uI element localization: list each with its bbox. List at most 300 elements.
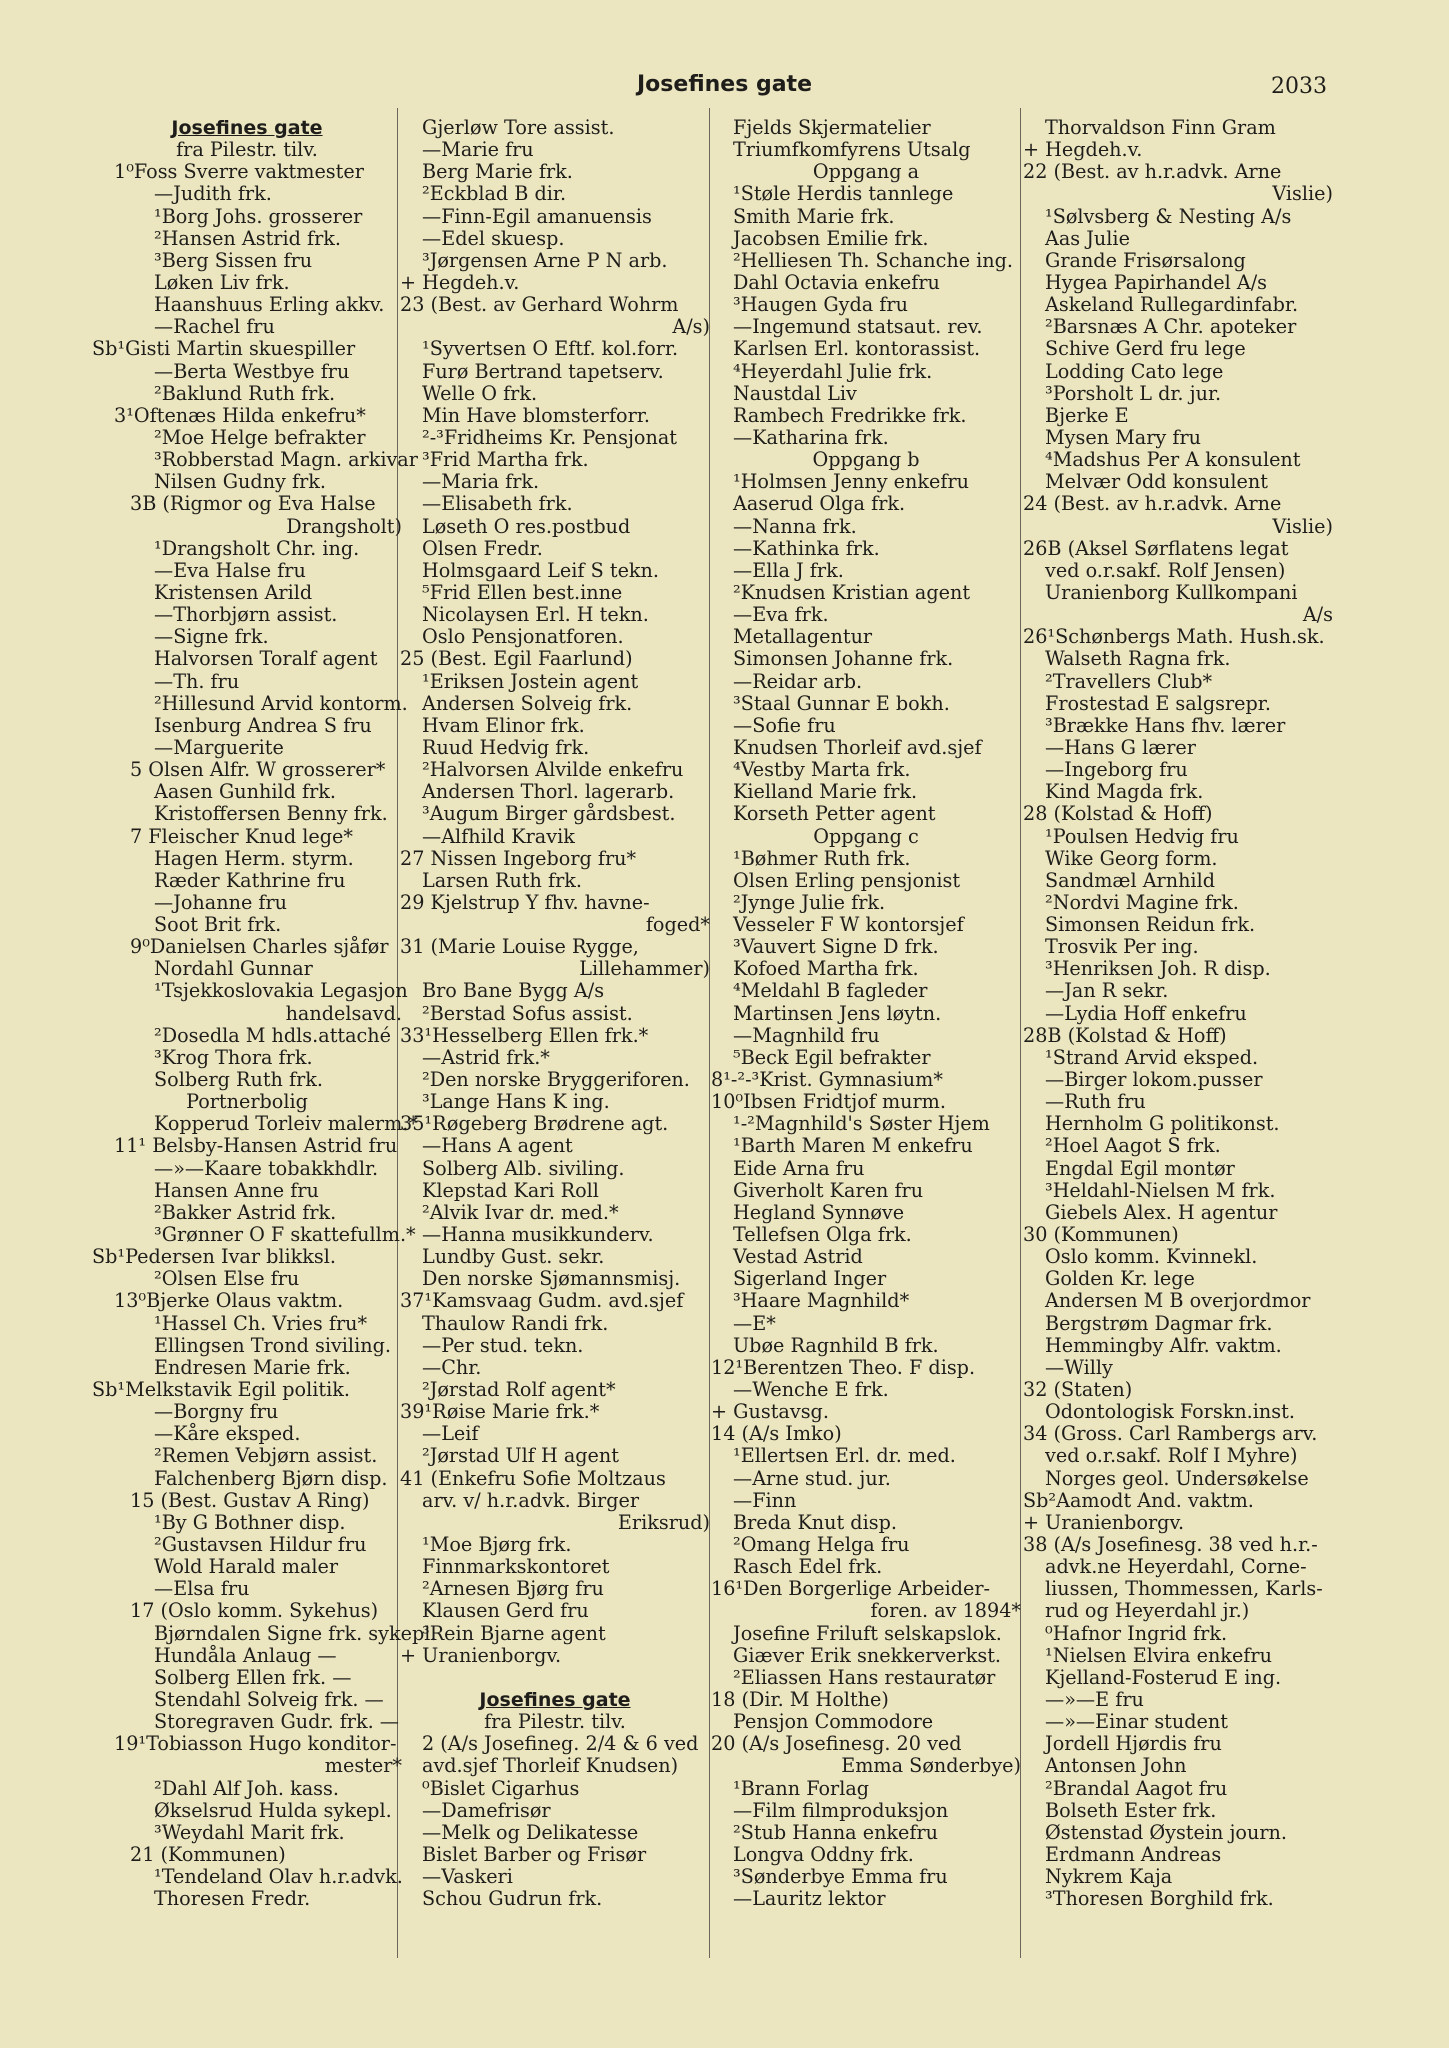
- directory-entry: Lillehammer): [579, 957, 710, 981]
- directory-entry: Hegland Synnøve: [733, 1200, 905, 1224]
- directory-entry: ²Knudsen Kristian agent: [733, 580, 971, 604]
- directory-entry: 11¹ Belsby-Hansen Astrid fru: [114, 1134, 398, 1158]
- street-heading-text: Josefines gate: [171, 117, 323, 139]
- directory-entry: ³Grønner O F skattefullm.*: [154, 1223, 416, 1247]
- directory-entry: 33¹Hesselberg Ellen frk.*: [400, 1023, 649, 1047]
- directory-entry: ¹By G Bothner disp.: [154, 1510, 346, 1534]
- directory-entry: ¹Strand Arvid eksped.: [1045, 1045, 1259, 1069]
- directory-entry: Hundåla Anlaug —: [154, 1643, 337, 1667]
- directory-entry: ³Krog Thora frk.: [154, 1045, 313, 1069]
- directory-entry: Larsen Ruth frk.: [422, 868, 582, 892]
- directory-entry: Wold Harald maler: [154, 1555, 339, 1579]
- directory-entry: Haanshuus Erling akkv.: [154, 293, 385, 317]
- directory-entry: —Hans A agent: [422, 1134, 573, 1158]
- directory-entry: ²Moe Helge befrakter: [154, 425, 366, 449]
- directory-entry: foged*: [645, 913, 710, 937]
- directory-entry: Sb²Aamodt And. vaktm.: [1023, 1488, 1254, 1512]
- directory-entry: ²Jørstad Rolf agent*: [422, 1378, 616, 1402]
- directory-entry: —Astrid frk.*: [422, 1045, 550, 1069]
- directory-entry: Jacobsen Emilie frk.: [733, 226, 929, 250]
- directory-entry: Kjelland-Fosterud E ing.: [1045, 1665, 1282, 1689]
- directory-entry: 5 Olsen Alfr. W grosserer*: [130, 758, 386, 782]
- directory-entry: —Ingeborg fru: [1045, 758, 1188, 782]
- directory-entry: 15 (Best. Gustav A Ring): [130, 1488, 370, 1512]
- directory-entry: Vislie): [1272, 514, 1333, 538]
- directory-entry: Thorvaldson Finn Gram: [1045, 116, 1276, 139]
- directory-entry: ³Sønderbye Emma fru: [733, 1865, 948, 1889]
- directory-entry: —Berta Westbye fru: [154, 359, 350, 383]
- directory-entry: ²Barsnæs A Chr. apoteker: [1045, 315, 1297, 339]
- directory-entry: Finnmarkskontoret: [422, 1555, 610, 1579]
- directory-entry: 24 (Best. av h.r.advk. Arne: [1023, 492, 1282, 516]
- page-number: 2033: [1271, 74, 1327, 99]
- directory-entry: ³Robberstad Magn. arkivar: [154, 448, 418, 472]
- directory-entry: Andersen Solveig frk.: [422, 691, 633, 715]
- directory-entry: ³Brække Hans fhv. lærer: [1045, 713, 1286, 737]
- directory-entry: Løseth O res.postbud: [422, 514, 631, 538]
- directory-entry: ⁴Meldahl B fagleder: [733, 979, 928, 1003]
- directory-entry: Falchenberg Bjørn disp.: [154, 1466, 388, 1490]
- directory-entry: —Finn-Egil amanuensis: [422, 204, 652, 228]
- directory-entry: + Uranienborgv.: [1023, 1510, 1185, 1534]
- directory-entry: 21 (Kommunen): [130, 1842, 286, 1866]
- directory-entry: —Katharina frk.: [733, 425, 889, 449]
- directory-entry: Endresen Marie frk.: [154, 1355, 351, 1379]
- directory-entry: ²Eliassen Hans restauratør: [733, 1665, 996, 1689]
- directory-entry: ²-³Fridheims Kr. Pensjonat: [422, 425, 677, 449]
- directory-entry: Giæver Erik snekkerverkst.: [733, 1643, 1001, 1667]
- directory-entry: ³Rein Bjarne agent: [422, 1621, 606, 1645]
- directory-entry: Ræder Kathrine fru: [154, 868, 346, 892]
- directory-entry: Den norske Sjømannsmisj.: [422, 1267, 681, 1291]
- directory-entry: Giebels Alex. H agentur: [1045, 1200, 1278, 1224]
- directory-entry: Walseth Ragna frk.: [1045, 647, 1231, 671]
- directory-entry: —Lydia Hoff enkefru: [1045, 1001, 1247, 1025]
- directory-entry: ²Dosedla M hdls.attaché: [154, 1023, 392, 1047]
- directory-entry: Simonsen Reidun frk.: [1045, 913, 1256, 937]
- directory-entry: Solberg Ruth frk.: [154, 1068, 323, 1092]
- directory-entry: 39¹Røise Marie frk.*: [400, 1400, 600, 1424]
- directory-entry: ¹Drangsholt Chr. ing.: [154, 536, 360, 560]
- directory-entry: Lundby Gust. sekr.: [422, 1245, 605, 1269]
- directory-entry: 22 (Best. av h.r.advk. Arne: [1023, 160, 1282, 184]
- directory-entry: Klepstad Kari Roll: [422, 1178, 599, 1202]
- directory-entry: Vislie): [1272, 182, 1333, 206]
- directory-entry: ¹Moe Bjørg frk.: [422, 1533, 572, 1556]
- directory-entry: Andersen M B overjordmor: [1045, 1289, 1311, 1313]
- directory-entry: Furø Bertrand tapetserv.: [422, 359, 664, 383]
- directory-entry: Knudsen Thorleif avd.sjef: [733, 735, 982, 759]
- directory-entry: Bjerke E: [1045, 403, 1129, 427]
- directory-entry: 9⁰Danielsen Charles sjåfør: [130, 935, 389, 959]
- directory-entry: Mysen Mary fru: [1045, 425, 1201, 449]
- directory-entry: ¹Poulsen Hedvig fru: [1045, 824, 1239, 848]
- directory-entry: ⁴Vestby Marta frk.: [733, 758, 911, 782]
- directory-entry: 25 (Best. Egil Faarlund): [400, 647, 633, 671]
- directory-entry: Oslo komm. Kvinnekl.: [1045, 1245, 1258, 1269]
- directory-entry: ²Gustavsen Hildur fru: [154, 1533, 367, 1556]
- directory-entry: 32 (Staten): [1023, 1378, 1133, 1402]
- directory-entry: ³Porsholt L dr. jur.: [1045, 381, 1222, 405]
- directory-entry: Martinsen Jens løytn.: [733, 1001, 942, 1025]
- directory-entry: Økselsrud Hulda sykepl.: [154, 1798, 392, 1822]
- directory-entry: Hemmingby Alfr. vaktm.: [1045, 1333, 1282, 1357]
- directory-entry: Nicolaysen Erl. H tekn.: [422, 603, 649, 627]
- directory-entry: ⁵Beck Egil befrakter: [733, 1045, 931, 1069]
- directory-entry: —Kathinka frk.: [733, 536, 880, 560]
- directory-entry: ¹Holmsen Jenny enkefru: [733, 470, 969, 494]
- directory-column-4: [1023, 117, 1333, 1910]
- directory-entry: —Finn: [733, 1488, 797, 1512]
- directory-entry: 26¹Schønbergs Math. Hush.sk.: [1023, 625, 1325, 649]
- directory-entry: Soot Brit frk.: [154, 913, 282, 937]
- directory-entry: Erdmann Andreas: [1045, 1842, 1222, 1866]
- directory-entry: Ubøe Ragnhild B frk.: [733, 1333, 939, 1357]
- directory-entry: —Nanna frk.: [733, 514, 857, 538]
- directory-entry: ³Lange Hans K ing.: [422, 1090, 610, 1114]
- directory-entry: Olsen Erling pensjonist: [733, 868, 961, 892]
- directory-entry: Nilsen Gudny frk.: [154, 470, 326, 494]
- directory-entry: —E*: [733, 1311, 776, 1335]
- directory-entry: ²Helliesen Th. Schanche ing.: [733, 248, 1014, 272]
- directory-entry: —Edel skuesp.: [422, 226, 565, 250]
- directory-entry: ³Haugen Gyda fru: [733, 293, 908, 317]
- directory-entry: —Leif: [422, 1422, 479, 1446]
- directory-entry: ²Travellers Club*: [1045, 669, 1213, 693]
- directory-entry: 28B (Kolstad & Hoff): [1023, 1023, 1227, 1047]
- directory-entry: ³Vauvert Signe D frk.: [733, 935, 939, 959]
- directory-entry: Sigerland Inger: [733, 1267, 887, 1291]
- directory-entry: rud og Heyerdahl jr.): [1045, 1599, 1250, 1623]
- directory-entry: 8¹-²-³Krist. Gymnasium*: [711, 1068, 943, 1092]
- directory-entry: Smith Marie frk.: [733, 204, 895, 228]
- directory-entry: 35¹Røgeberg Brødrene agt.: [400, 1112, 669, 1136]
- directory-entry: Metallagentur: [733, 625, 873, 649]
- directory-entry: —Alfhild Kravik: [422, 824, 575, 848]
- directory-entry: 28 (Kolstad & Hoff): [1023, 802, 1213, 826]
- directory-entry: Sb¹Melkstavik Egil politik.: [92, 1378, 350, 1402]
- directory-entry: ²Olsen Else fru: [154, 1267, 300, 1291]
- directory-entry: Kielland Marie frk.: [733, 780, 918, 804]
- directory-entry: ³Jørgensen Arne P N arb.: [422, 248, 668, 272]
- directory-entry: ³Henriksen Joh. R disp.: [1045, 957, 1271, 981]
- directory-entry: Fjelds Skjermatelier: [733, 116, 931, 139]
- directory-entry: ¹Sølvsberg & Nesting A/s: [1045, 204, 1292, 228]
- directory-entry: —Ruth fru: [1045, 1090, 1146, 1114]
- directory-entry: Hvam Elinor frk.: [422, 713, 585, 737]
- directory-entry: ¹Nielsen Elvira enkefru: [1045, 1643, 1272, 1667]
- directory-entry: Karlsen Erl. kontorassist.: [733, 337, 981, 361]
- directory-entry: 3¹Oftenæs Hilda enkefru*: [114, 403, 366, 427]
- directory-entry: —Eva frk.: [733, 603, 829, 627]
- directory-entry: + Hegdeh.v.: [400, 270, 520, 294]
- directory-entry: 16¹Den Borgerlige Arbeider-: [711, 1577, 991, 1601]
- directory-entry: 17 (Oslo komm. Sykehus): [130, 1599, 379, 1623]
- directory-entry: ²Brandal Aagot fru: [1045, 1776, 1228, 1800]
- directory-entry: Østenstad Øystein journ.: [1045, 1820, 1287, 1844]
- section-label: Oppgang c: [813, 824, 919, 848]
- directory-entry: Hagen Herm. styrm.: [154, 846, 354, 870]
- directory-entry: ⁰Hafnor Ingrid frk.: [1045, 1621, 1228, 1645]
- directory-entry: Min Have blomsterforr.: [422, 403, 650, 427]
- directory-entry: —Melk og Delikatesse: [422, 1820, 639, 1844]
- directory-entry: A/s: [1302, 603, 1333, 627]
- directory-entry: ³Augum Birger gårdsbest.: [422, 802, 676, 826]
- directory-entry: Korseth Petter agent: [733, 802, 936, 826]
- directory-entry: —Hans G lærer: [1045, 735, 1196, 759]
- directory-entry: Kristoffersen Benny frk.: [154, 802, 388, 826]
- directory-entry: ¹Tendeland Olav h.r.advk.: [154, 1865, 403, 1889]
- directory-entry: Sb¹Pedersen Ivar blikksl.: [92, 1245, 337, 1269]
- directory-entry: —Rachel fru: [154, 315, 275, 339]
- directory-entry: Engdal Egil montør: [1045, 1156, 1235, 1180]
- directory-entry: Nordahl Gunnar: [154, 957, 313, 981]
- street-heading: [400, 1689, 710, 1711]
- directory-entry: —»—E fru: [1045, 1687, 1144, 1711]
- directory-entry: Thaulow Randi frk.: [422, 1311, 609, 1335]
- directory-entry: ³Frid Martha frk.: [422, 448, 589, 472]
- directory-entry: 26B (Aksel Sørflatens legat: [1023, 536, 1289, 560]
- directory-entry: Grande Frisørsalong: [1045, 248, 1246, 272]
- directory-entry: —Elsa fru: [154, 1577, 250, 1601]
- directory-entry: 34 (Gross. Carl Rambergs arv.: [1023, 1422, 1318, 1446]
- directory-entry: Solberg Ellen frk. —: [154, 1665, 352, 1689]
- directory-entry: Bergstrøm Dagmar frk.: [1045, 1311, 1273, 1335]
- directory-entry: Isenburg Andrea S fru: [154, 713, 372, 737]
- directory-entry: —Chr.: [422, 1355, 482, 1379]
- directory-entry: Aas Julie: [1045, 226, 1130, 250]
- directory-entry: —Wenche E frk.: [733, 1378, 889, 1402]
- directory-entry: Schive Gerd fru lege: [1045, 337, 1246, 361]
- directory-entry: ⁴Madshus Per A konsulent: [1045, 448, 1301, 472]
- directory-entry: Ruud Hedvig frk.: [422, 735, 590, 759]
- directory-entry: Halvorsen Toralf agent: [154, 647, 378, 671]
- directory-entry: ²Den norske Bryggeriforen.: [422, 1068, 690, 1092]
- street-heading: [92, 117, 402, 139]
- directory-entry: 29 Kjelstrup Y fhv. havne-: [400, 890, 650, 914]
- directory-entry: Andersen Thorl. lagerarb.: [422, 780, 675, 804]
- directory-entry: Bjørndalen Signe frk. sykepl.: [154, 1621, 437, 1645]
- directory-entry: —Marguerite: [154, 735, 284, 759]
- directory-entry: ³Staal Gunnar E bokh.: [733, 691, 950, 715]
- directory-entry: ²Stub Hanna enkefru: [733, 1820, 939, 1844]
- directory-entry: —Johanne fru: [154, 890, 288, 914]
- directory-entry: ¹Tsjekkoslovakia Legasjon: [154, 979, 408, 1003]
- directory-entry: ³Heldahl-Nielsen M frk.: [1045, 1178, 1276, 1202]
- directory-entry: —Marie fru: [422, 138, 534, 162]
- directory-entry: ³Berg Sissen fru: [154, 248, 313, 272]
- directory-entry: 2 (A/s Josefineg. 2/4 & 6 ved: [422, 1732, 699, 1756]
- directory-entry: Gjerløw Tore assist.: [422, 116, 615, 139]
- directory-entry: ¹-²Magnhild's Søster Hjem: [733, 1112, 990, 1136]
- directory-entry: —Hanna musikkunderv.: [422, 1223, 654, 1247]
- directory-entry: ²Remen Vebjørn assist.: [154, 1444, 378, 1468]
- directory-entry: Simonsen Johanne frk.: [733, 647, 954, 671]
- directory-entry: ²Bakker Astrid frk.: [154, 1200, 337, 1224]
- directory-entry: Eide Arna fru: [733, 1156, 865, 1180]
- directory-column-2: [400, 117, 710, 1910]
- directory-entry: 7 Fleischer Knud lege*: [130, 824, 353, 848]
- directory-entry: Lodding Cato lege: [1045, 359, 1224, 383]
- directory-entry: + Uranienborgv.: [400, 1643, 562, 1667]
- section-label: Oppgang b: [812, 448, 920, 472]
- directory-entry: + Gustavsg.: [711, 1400, 829, 1424]
- directory-entry: 18 (Dir. M Holthe): [711, 1687, 889, 1711]
- directory-entry: Aaserud Olga frk.: [733, 492, 906, 516]
- directory-entry: —Th. fru: [154, 669, 240, 693]
- directory-entry: ²Dahl Alf Joh. kass.: [154, 1776, 339, 1800]
- directory-entry: Welle O frk.: [422, 381, 538, 405]
- directory-entry: 30 (Kommunen): [1023, 1223, 1179, 1247]
- directory-entry: Berg Marie frk.: [422, 160, 573, 184]
- directory-entry: ³Weydahl Marit frk.: [154, 1820, 345, 1844]
- directory-entry: Triumfkomfyrens Utsalg: [733, 138, 971, 162]
- directory-entry: —Sofie fru: [733, 713, 836, 737]
- directory-entry: mester*: [324, 1754, 402, 1778]
- directory-entry: Odontologisk Forskn.inst.: [1045, 1400, 1295, 1424]
- directory-entry: 19¹Tobiasson Hugo konditor-: [114, 1732, 397, 1756]
- directory-entry: ¹Hassel Ch. Vries fru*: [154, 1311, 368, 1335]
- directory-entry: Naustdal Liv: [733, 381, 857, 405]
- directory-entry: Uranienborg Kullkompani: [1045, 580, 1298, 604]
- directory-entry: Kind Magda frk.: [1045, 780, 1204, 804]
- directory-entry: Antonsen John: [1045, 1754, 1187, 1778]
- directory-entry: ²Berstad Sofus assist.: [422, 1001, 633, 1025]
- directory-entry: ³Haare Magnhild*: [733, 1289, 910, 1313]
- directory-entry: —Per stud. tekn.: [422, 1333, 584, 1357]
- directory-entry: Breda Knut disp.: [733, 1510, 897, 1534]
- directory-entry: Emma Sønderbye): [841, 1754, 1021, 1778]
- directory-entry: Nykrem Kaja: [1045, 1865, 1173, 1889]
- directory-entry: liussen, Thommessen, Karls-: [1045, 1577, 1323, 1601]
- directory-entry: Hernholm G politikonst.: [1045, 1112, 1280, 1136]
- directory-entry: ²Hillesund Arvid kontorm.: [154, 691, 408, 715]
- directory-entry: foren. av 1894*: [870, 1599, 1021, 1623]
- directory-entry: ²Jynge Julie frk.: [733, 890, 886, 914]
- directory-entry: —»—Einar student: [1045, 1710, 1228, 1734]
- directory-entry: Rasch Edel frk.: [733, 1555, 883, 1579]
- directory-entry: 37¹Kamsvaag Gudm. avd.sjef: [400, 1289, 684, 1313]
- directory-entry: 31 (Marie Louise Rygge,: [400, 935, 639, 959]
- directory-entry: —Ingemund statsaut. rev.: [733, 315, 983, 339]
- directory-entry: —»—Kaare tobakkhdlr.: [154, 1156, 379, 1180]
- directory-entry: ¹Eriksen Jostein agent: [422, 669, 639, 693]
- directory-entry: ²Arnesen Bjørg fru: [422, 1577, 604, 1601]
- directory-entry: 20 (A/s Josefinesg. 20 ved: [711, 1732, 962, 1756]
- directory-entry: ¹Borg Johs. grosserer: [154, 204, 363, 228]
- directory-entry: —Lauritz lektor: [733, 1887, 886, 1911]
- section-label: fra Pilestr. tilv.: [484, 1710, 626, 1734]
- directory-entry: 27 Nissen Ingeborg fru*: [400, 846, 637, 870]
- directory-entry: Eriksrud): [617, 1510, 710, 1534]
- directory-entry: Olsen Fredr.: [422, 536, 543, 560]
- directory-entry: [400, 1667, 710, 1689]
- directory-entry: Vesseler F W kontorsjef: [733, 913, 964, 937]
- directory-entry: Kristensen Arild: [154, 580, 313, 604]
- directory-entry: Golden Kr. lege: [1045, 1267, 1195, 1291]
- directory-entry: 13⁰Bjerke Olaus vaktm.: [114, 1289, 344, 1313]
- page-title: Josefines gate: [637, 72, 812, 97]
- directory-entry: A/s): [672, 315, 710, 339]
- directory-entry: —Kåre eksped.: [154, 1422, 301, 1446]
- street-heading-text: Josefines gate: [479, 1688, 631, 1711]
- directory-entry: ²Alvik Ivar dr. med.*: [422, 1200, 619, 1224]
- directory-entry: Sb¹Gisti Martin skuespiller: [92, 337, 356, 361]
- directory-entry: —Reidar arb.: [733, 669, 863, 693]
- directory-entry: ²Halvorsen Alvilde enkefru: [422, 758, 684, 782]
- directory-entry: ¹Ellertsen Erl. dr. med.: [733, 1444, 956, 1468]
- directory-entry: Melvær Odd konsulent: [1045, 470, 1268, 494]
- directory-entry: + Hegdeh.v.: [1023, 138, 1143, 162]
- directory-entry: ved o.r.sakf. Rolf I Myhre): [1045, 1444, 1298, 1468]
- directory-entry: Askeland Rullegardinfabr.: [1045, 293, 1299, 317]
- directory-entry: advk.ne Heyerdahl, Corne-: [1045, 1555, 1307, 1579]
- directory-entry: Ellingsen Trond siviling.: [154, 1333, 391, 1357]
- section-label: Oppgang a: [812, 160, 920, 184]
- directory-entry: ¹Barth Maren M enkefru: [733, 1134, 973, 1158]
- directory-entry: —Ella J frk.: [733, 558, 844, 582]
- directory-entry: Drangsholt): [286, 514, 402, 538]
- directory-entry: Bolseth Ester frk.: [1045, 1798, 1217, 1822]
- directory-entry: 23 (Best. av Gerhard Wohrm: [400, 293, 679, 317]
- directory-entry: —Signe frk.: [154, 625, 269, 649]
- directory-entry: Schou Gudrun frk.: [422, 1887, 603, 1911]
- directory-entry: ²Jørstad Ulf H agent: [422, 1444, 619, 1468]
- directory-entry: —Judith frk.: [154, 182, 272, 206]
- directory-entry: ³Thoresen Borghild frk.: [1045, 1887, 1274, 1911]
- directory-entry: avd.sjef Thorleif Knudsen): [422, 1754, 679, 1778]
- directory-entry: 12¹Berentzen Theo. F disp.: [711, 1355, 976, 1379]
- directory-entry: Giverholt Karen fru: [733, 1178, 924, 1202]
- directory-entry: Kofoed Martha frk.: [733, 957, 919, 981]
- directory-entry: —Damefrisør: [422, 1798, 551, 1822]
- directory-entry: Hansen Anne fru: [154, 1178, 319, 1202]
- directory-entry: Longva Oddny frk.: [733, 1842, 914, 1866]
- directory-entry: 10⁰Ibsen Fridtjof murm.: [711, 1090, 946, 1114]
- directory-entry: ⁰Bislet Cigarhus: [422, 1776, 580, 1800]
- directory-entry: ²Eckblad B dir.: [422, 182, 567, 206]
- section-label: fra Pilestr. tilv.: [176, 138, 318, 162]
- directory-entry: Thoresen Fredr.: [154, 1887, 311, 1911]
- directory-entry: —Thorbjørn assist.: [154, 603, 338, 627]
- directory-entry: ⁴Heyerdahl Julie frk.: [733, 359, 933, 383]
- directory-entry: ¹Bøhmer Ruth frk.: [733, 846, 911, 870]
- directory-entry: ²Baklund Ruth frk.: [154, 381, 336, 405]
- directory-entry: 41 (Enkefru Sofie Moltzaus: [400, 1466, 666, 1490]
- directory-entry: 3B (Rigmor og Eva Halse: [130, 492, 376, 516]
- directory-entry: 14 (A/s Imko): [711, 1422, 842, 1446]
- directory-entry: ²Nordvi Magine frk.: [1045, 890, 1239, 914]
- directory-entry: 38 (A/s Josefinesg. 38 ved h.r.-: [1023, 1533, 1318, 1556]
- directory-entry: Klausen Gerd fru: [422, 1599, 589, 1623]
- directory-entry: Holmsgaard Leif S tekn.: [422, 558, 660, 582]
- directory-column-3: [711, 117, 1021, 1910]
- directory-entry: Hygea Papirhandel A/s: [1045, 270, 1268, 294]
- directory-entry: Storegraven Gudr. frk. —: [154, 1710, 399, 1734]
- directory-entry: Vestad Astrid: [733, 1245, 863, 1269]
- directory-entry: Bro Bane Bygg A/s: [422, 979, 605, 1003]
- directory-entry: Kopperud Torleiv malerm.*: [154, 1112, 418, 1136]
- directory-entry: ⁵Frid Ellen best.inne: [422, 580, 623, 604]
- directory-entry: ¹Støle Herdis tannlege: [733, 182, 954, 206]
- directory-entry: Pensjon Commodore: [733, 1710, 934, 1734]
- directory-entry: arv. v/ h.r.advk. Birger: [422, 1488, 639, 1512]
- directory-entry: —Willy: [1045, 1355, 1113, 1379]
- directory-entry: Norges geol. Undersøkelse: [1045, 1466, 1309, 1490]
- section-label: Portnerbolig: [186, 1090, 308, 1114]
- directory-entry: Frostestad E salgsrepr.: [1045, 691, 1271, 715]
- directory-entry: Rambech Fredrikke frk.: [733, 403, 967, 427]
